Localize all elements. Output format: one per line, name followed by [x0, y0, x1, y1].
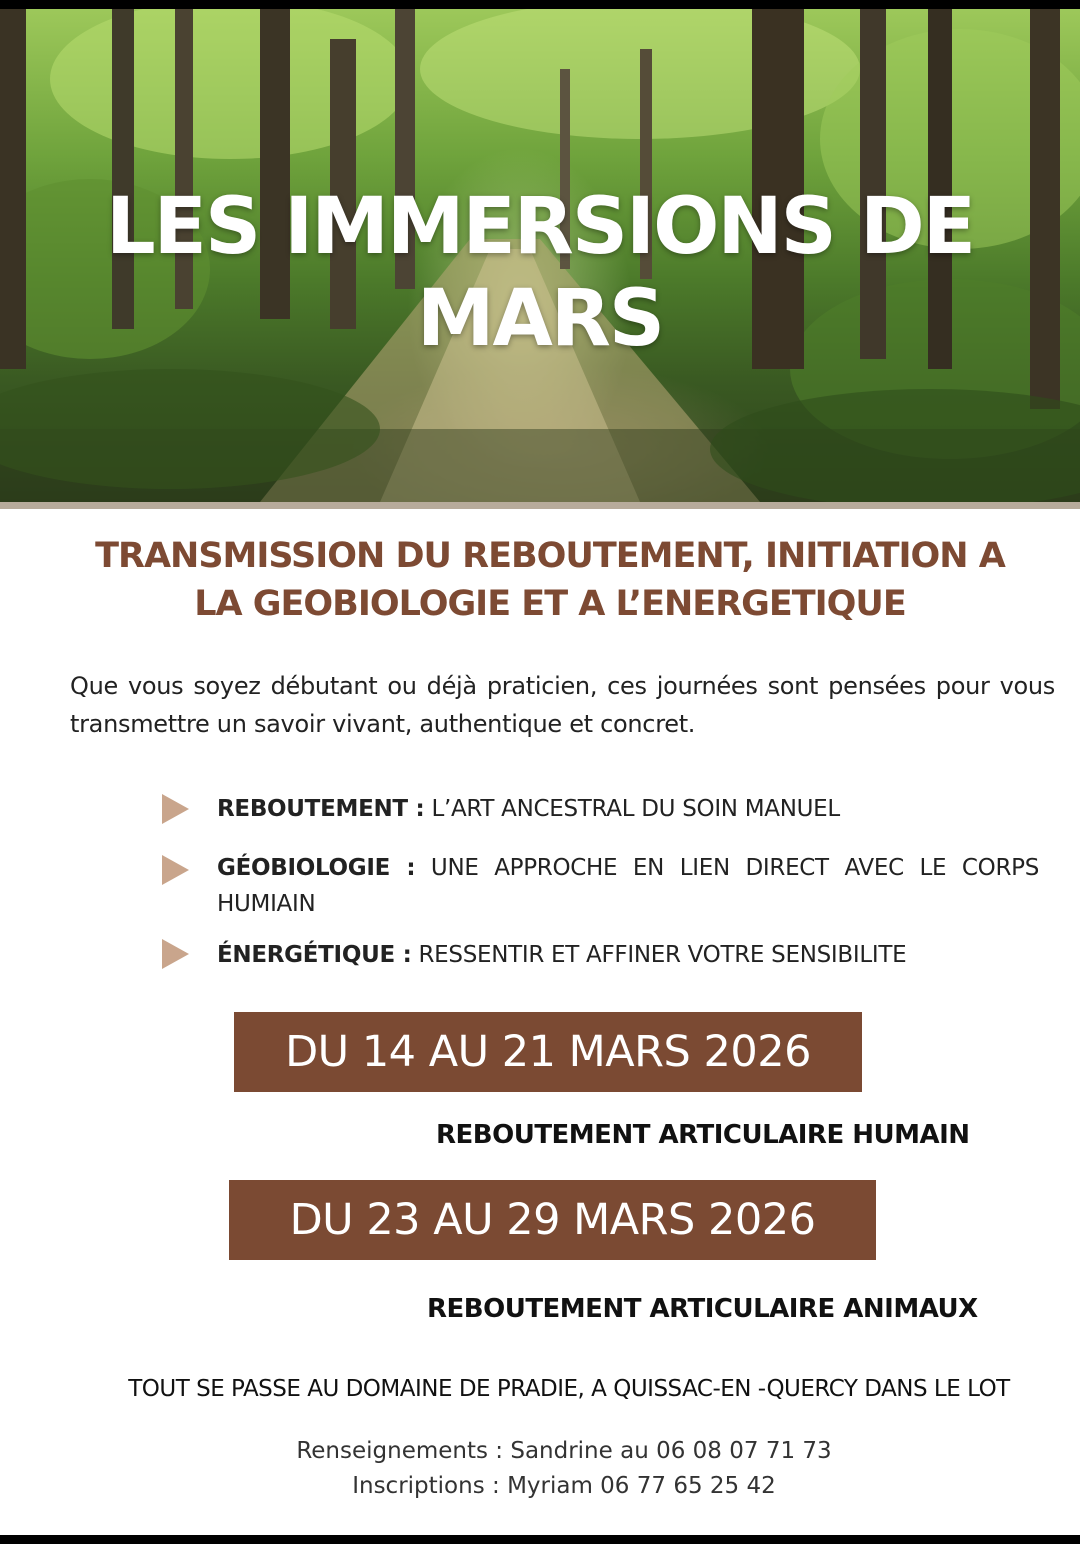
list-item-desc: RESSENTIR ET AFFINER VOTRE SENSIBILITE: [411, 942, 907, 968]
list-item-text: [217, 850, 1039, 922]
list-item-text: [217, 791, 1039, 827]
list-item-term: ÉNERGÉTIQUE :: [217, 942, 412, 968]
session-1-label: REBOUTEMENT ARTICULAIRE HUMAIN: [436, 1120, 970, 1150]
triangle-arrow-icon: [162, 939, 189, 969]
list-item-text: [217, 937, 1039, 973]
subtitle-line-1: TRANSMISSION DU REBOUTEMENT, INITIATION A: [95, 536, 1005, 576]
intro-paragraph: Que vous soyez débutant ou déjà praticien, ces journées sont pensées pour vous transmettre un savoir vivant, authentique et concret.: [70, 672, 1055, 738]
list-item-term: REBOUTEMENT :: [217, 796, 425, 822]
session-2-label: REBOUTEMENT ARTICULAIRE ANIMAUX: [427, 1294, 978, 1324]
list-item-desc: UNE APPROCHE EN LIEN DIRECT AVEC LE CORPS HUMIAIN: [217, 855, 1040, 917]
hero-title-line-2: MARS: [416, 274, 664, 364]
bottom-border: [0, 1535, 1080, 1544]
top-border: [0, 0, 1080, 9]
subtitle: [30, 532, 1070, 628]
list-item-desc: L’ART ANCESTRAL DU SOIN MANUEL: [424, 796, 840, 822]
contact-registration: Inscriptions : Myriam 06 77 65 25 42: [352, 1473, 776, 1499]
contact-info: Renseignements : Sandrine au 06 08 07 71 73: [296, 1438, 832, 1464]
session-1-dates: DU 14 AU 21 MARS 2026: [234, 1012, 862, 1092]
list-item-term: GÉOBIOLOGIE :: [217, 855, 416, 881]
hero-image-forest-path: [0, 9, 1080, 502]
triangle-arrow-icon: [162, 794, 189, 824]
triangle-arrow-icon: [162, 855, 189, 885]
hero-divider: [0, 502, 1080, 509]
hero-title: [0, 181, 1080, 365]
session-2-dates: DU 23 AU 29 MARS 2026: [229, 1180, 876, 1260]
location-text: TOUT SE PASSE AU DOMAINE DE PRADIE, A QUISSAC-EN -QUERCY DANS LE LOT: [128, 1376, 1010, 1402]
hero-title-line-1: LES IMMERSIONS DE: [105, 182, 975, 272]
subtitle-line-2: LA GEOBIOLOGIE ET A L’ENERGETIQUE: [194, 584, 906, 624]
